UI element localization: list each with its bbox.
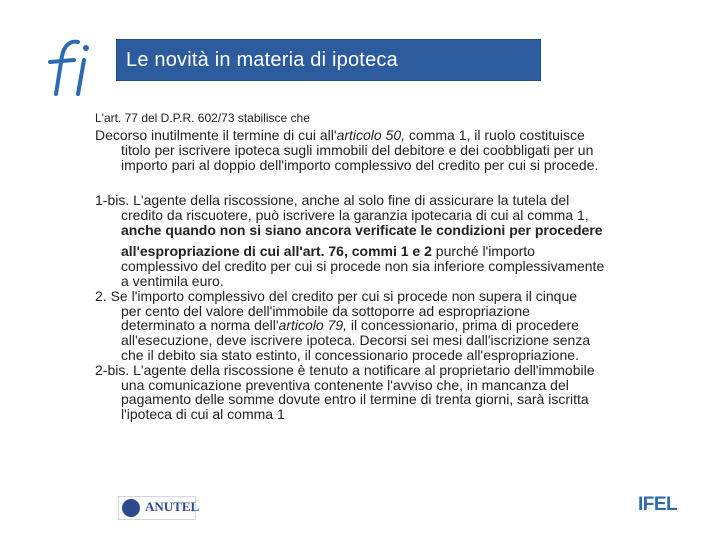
text-line: che il debito sia stato estinto, il concessionario procede all'espropriazione. [121,346,579,363]
text-line: pagamento delle somme dovute entro il termine di trenta giorni, sarà iscritta [121,391,589,408]
anutel-logo [118,496,200,520]
text-line: Decorso inutilmente il termine di cui all'articolo 50, comma 1, il ruolo costituisce [95,127,585,143]
text-line: all'espropriazione di cui all'art. 76, commi 1 e 2 purché l'importo [121,243,535,260]
text-line: 2-bis. L'agente della riscossione è tenuto a notificare al proprietario dell'immobile [95,361,595,378]
ifel-logo-text: IFEL [638,494,678,515]
text-line: 2. Se l'importo complessivo del credito per cui si procede non supera il cinque [95,287,578,304]
text-line: 1-bis. L'agente della riscossione, anche al solo fine di assicurare la tutela del [95,192,570,208]
intro-text: L'art. 77 del D.P.R. 602/73 stabilisce che [95,111,310,125]
paragraph-art77 [95,128,685,173]
text-line: importo pari al doppio dell'importo complessivo del credito per cui si procede. [121,157,599,173]
text-line: credito da riscuotere, può iscrivere la garanzia ipotecaria di cui al comma 1, [121,206,589,223]
text-line: a ventimila euro. [121,272,224,289]
ifel-logo [636,494,692,524]
anutel-logo-text: ANUTEL [145,499,200,514]
text-line-bold: anche quando non si siano ancora verificate le condizioni per procedere [121,221,603,238]
paragraph-1bis-2-2bis [95,193,685,422]
anutel-seal-icon [122,499,140,517]
text-line: l'ipoteca di cui al comma 1 [121,406,285,423]
text-line: titolo per iscrivere ipoteca sugli immobili del debitore e dei coobbligati per un [121,142,594,158]
text-line: all'esecuzione, deve iscrivere ipoteca. Decorsi sei mesi dall'iscrizione senza [121,332,591,349]
title-bar [116,39,541,81]
text-line: determinato a norma dell'articolo 79, il concessionario, prima di procedere [121,317,579,334]
text-line: per cento del valore dell'immobile da sottoporre ad espropriazione [121,302,530,319]
text-line: complessivo del credito per cui si procede non sia inferiore complessivamente [121,258,605,275]
slide-title: Le novità in materia di ipoteca [126,49,398,71]
text-line: una comunicazione preventiva contenente l'avviso che, in mancanza del [121,376,569,393]
fi-logo-icon [44,36,104,100]
